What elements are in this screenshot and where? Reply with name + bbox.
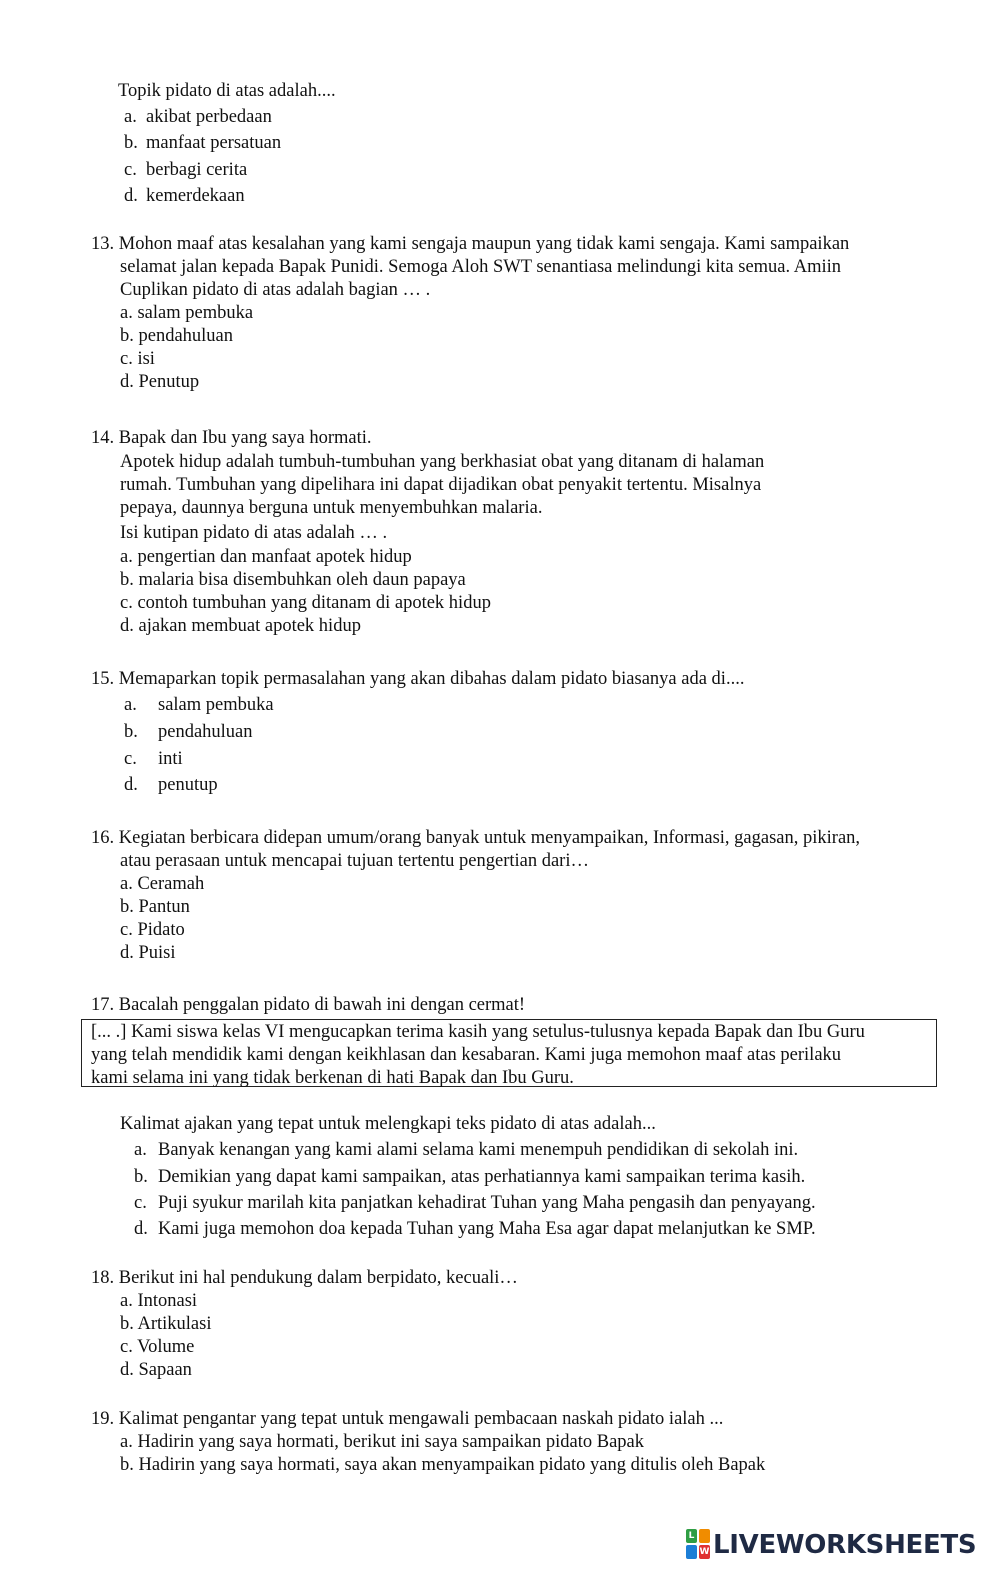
q14-option-d: d. ajakan membuat apotek hidup (120, 616, 361, 636)
q19-option-a: a. Hadirin yang saya hormati, berikut ini saya sampaikan pidato Bapak (120, 1432, 645, 1452)
q15-option-c: inti (158, 749, 183, 769)
q17-stem: 17. Bacalah penggalan pidato di bawah ini dengan cermat! (91, 995, 526, 1015)
q17-option-b-letter: b. (134, 1167, 148, 1187)
q16-option-c: c. Pidato (120, 920, 185, 940)
logo-block-1: L (686, 1529, 697, 1543)
q17-question: Kalimat ajakan yang tepat untuk melengkapi teks pidato di atas adalah... (120, 1114, 656, 1134)
q13-stem-line-2: selamat jalan kepada Bapak Punidi. Semoga Aloh SWT senantiasa melindungi kita semua. Amiin (120, 257, 842, 277)
q14-stem-line-4: pepaya, daunnya berguna untuk menyembuhkan malaria. (120, 498, 543, 518)
q12-option-d-letter: d. (124, 186, 138, 206)
q13-option-a: a. salam pembuka (120, 303, 254, 323)
q18-option-a: a. Intonasi (120, 1291, 198, 1311)
q16-option-d: d. Puisi (120, 943, 176, 963)
q17-option-b: Demikian yang dapat kami sampaikan, atas perhatiannya kami sampaikan terima kasih. (158, 1167, 806, 1187)
q13-option-d: d. Penutup (120, 372, 200, 392)
q19-stem: 19. Kalimat pengantar yang tepat untuk mengawali pembacaan naskah pidato ialah ... (91, 1409, 724, 1429)
q17-option-d: Kami juga memohon doa kepada Tuhan yang Maha Esa agar dapat melanjutkan ke SMP. (158, 1219, 816, 1239)
q17-excerpt-line-2: yang telah mendidik kami dengan keikhlasan dan kesabaran. Kami juga memohon maaf atas perilaku (91, 1045, 842, 1065)
q18-stem: 18. Berikut ini hal pendukung dalam berpidato, kecuali… (91, 1268, 518, 1288)
q14-question: Isi kutipan pidato di atas adalah … . (120, 523, 388, 543)
q16-option-b: b. Pantun (120, 897, 190, 917)
q13-stem-line-1: 13. Mohon maaf atas kesalahan yang kami sengaja maupun yang tidak kami sengaja. Kami sampaikan (91, 234, 850, 254)
q16-stem-line-1: 16. Kegiatan berbicara didepan umum/orang banyak untuk menyampaikan, Informasi, gagasan, pikiran, (91, 828, 861, 848)
q13-option-c: c. isi (120, 349, 155, 369)
q15-option-c-letter: c. (124, 749, 137, 769)
q12-option-b: manfaat persatuan (146, 133, 282, 153)
q14-option-b: b. malaria bisa disembuhkan oleh daun papaya (120, 570, 466, 590)
q18-option-b: b. Artikulasi (120, 1314, 212, 1334)
q15-option-d: penutup (158, 775, 218, 795)
q12-option-d: kemerdekaan (146, 186, 245, 206)
q12-option-c-letter: c. (124, 160, 137, 180)
q17-option-c-letter: c. (134, 1193, 147, 1213)
q15-option-a: salam pembuka (158, 695, 274, 715)
liveworksheets-logo-icon (686, 1529, 710, 1559)
q17-excerpt-line-1: [... .] Kami siswa kelas VI mengucapkan terima kasih yang setulus-tulusnya kepada Bapak dan Ibu Guru (91, 1022, 865, 1042)
logo-block-2 (699, 1529, 710, 1543)
q17-option-a-letter: a. (134, 1140, 147, 1160)
q14-option-a: a. pengertian dan manfaat apotek hidup (120, 547, 412, 567)
q12-option-a: akibat perbedaan (146, 107, 272, 127)
q16-option-a: a. Ceramah (120, 874, 205, 894)
q17-option-a: Banyak kenangan yang kami alami selama kami menempuh pendidikan di sekolah ini. (158, 1140, 799, 1160)
q14-stem-line-3: rumah. Tumbuhan yang dipelihara ini dapat dijadikan obat penyakit tertentu. Misalnya (120, 475, 762, 495)
q12-option-b-letter: b. (124, 133, 138, 153)
q17-excerpt-line-3: kami selama ini yang tidak berkenan di hati Bapak dan Ibu Guru. (91, 1068, 574, 1088)
logo-block-4: W (699, 1547, 710, 1557)
q13-option-b: b. pendahuluan (120, 326, 234, 346)
q15-option-a-letter: a. (124, 695, 137, 715)
q12-option-a-letter: a. (124, 107, 137, 127)
q17-option-d-letter: d. (134, 1219, 148, 1239)
q15-option-b-letter: b. (124, 722, 138, 742)
logo-block-3 (686, 1545, 697, 1559)
q17-option-c: Puji syukur marilah kita panjatkan kehadirat Tuhan yang Maha pengasih dan penyayang. (158, 1193, 816, 1213)
q13-question: Cuplikan pidato di atas adalah bagian … . (120, 280, 431, 300)
q19-option-b: b. Hadirin yang saya hormati, saya akan menyampaikan pidato yang ditulis oleh Bapak (120, 1455, 766, 1475)
q15-stem: 15. Memaparkan topik permasalahan yang akan dibahas dalam pidato biasanya ada di.... (91, 669, 745, 689)
q12-stem: Topik pidato di atas adalah.... (118, 81, 336, 101)
q14-option-c: c. contoh tumbuhan yang ditanam di apotek hidup (120, 593, 491, 613)
q12-option-c: berbagi cerita (146, 160, 248, 180)
q14-stem-line-1: 14. Bapak dan Ibu yang saya hormati. (91, 428, 372, 448)
q16-stem-line-2: atau perasaan untuk mencapai tujuan tertentu pengertian dari… (120, 851, 589, 871)
q18-option-d: d. Sapaan (120, 1360, 192, 1380)
liveworksheets-logo-text: LIVEWORKSHEETS (713, 1530, 977, 1560)
q15-option-b: pendahuluan (158, 722, 253, 742)
q15-option-d-letter: d. (124, 775, 138, 795)
q18-option-c: c. Volume (120, 1337, 195, 1357)
q14-stem-line-2: Apotek hidup adalah tumbuh-tumbuhan yang berkhasiat obat yang ditanam di halaman (120, 452, 765, 472)
